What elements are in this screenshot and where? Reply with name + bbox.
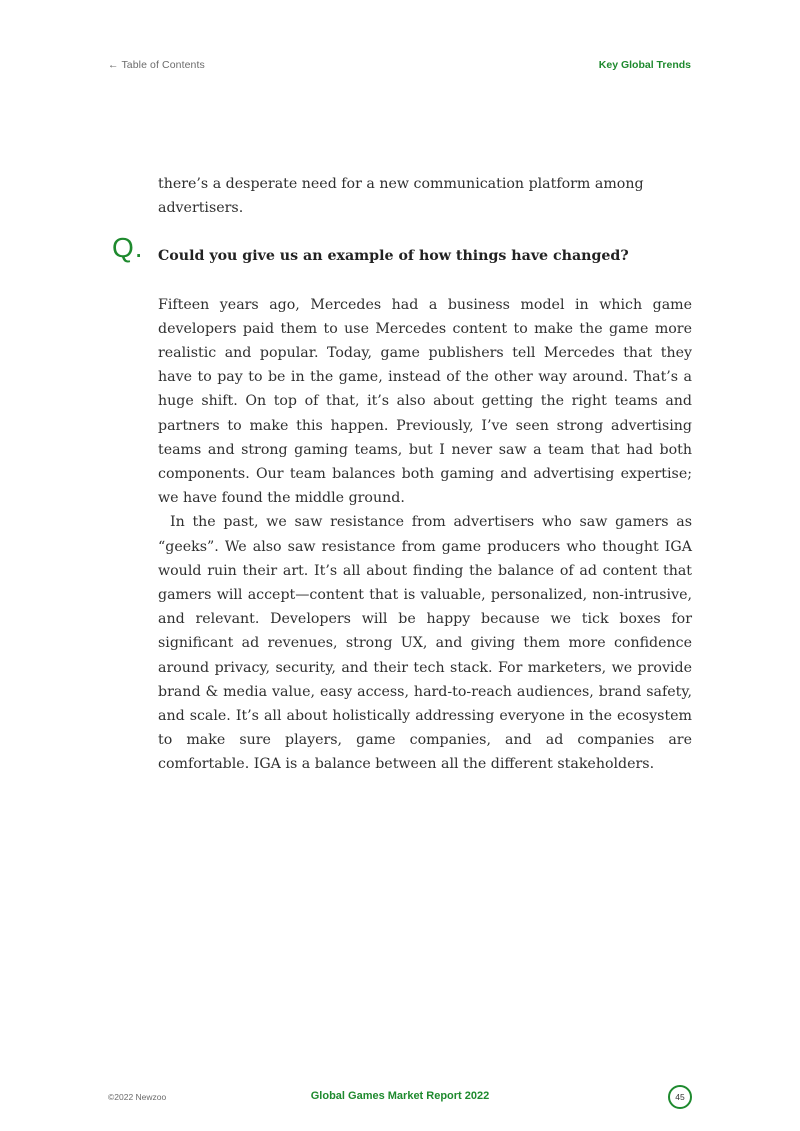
question-mark-icon: Q. [112, 232, 144, 264]
table-of-contents-label: Table of Contents [121, 59, 205, 71]
article-body [112, 172, 692, 777]
question-heading: Could you give us an example of how things have changed? [158, 248, 629, 265]
answer-paragraph-1: Fifteen years ago, Mercedes had a business model in which game developers paid them to use Mercedes content to make the game more realistic and popular. Today, game publishers tell Mercedes that they have to pay to be in the game, instead of the other way around. That’s a huge shift. On top of that, it’s also about getting the right teams and partners to make this happen. Previously, I’ve seen strong advertising teams and strong gaming teams, but I never saw a team that had both components. Our team balances both gaming and advertising expertise; we have found the middle ground. [158, 296, 692, 507]
question-block [112, 232, 692, 268]
copyright: ©2022 Newzoo [108, 1092, 167, 1102]
page-number-badge: 45 [668, 1085, 692, 1109]
answer-paragraph-2: In the past, we saw resistance from advertisers who saw gamers as “geeks”. We also saw resistance from game producers who thought IGA would ruin their art. It’s all about finding the balance of ad content that gamers will accept—content that is valuable, personalized, non-intrusive, and relevant. Developers will be happy because we tick boxes for significant ad revenues, strong UX, and giving them more confidence around privacy, security, and their tech stack. For marketers, we provide brand & media value, easy access, hard-to-reach audiences, brand safety, and scale. It’s all about holistically addressing everyone in the ecosystem to make sure players, game companies, and ad companies are comfortable. IGA is a balance between all the different stakeholders. [158, 514, 692, 773]
table-of-contents-link[interactable] [108, 59, 205, 71]
report-title: Global Games Market Report 2022 [310, 1090, 490, 1102]
lead-paragraph: there’s a desperate need for a new communication platform among advertisers. [158, 176, 644, 217]
section-title: Key Global Trends [598, 59, 691, 71]
back-arrow-icon: ← [108, 59, 119, 71]
